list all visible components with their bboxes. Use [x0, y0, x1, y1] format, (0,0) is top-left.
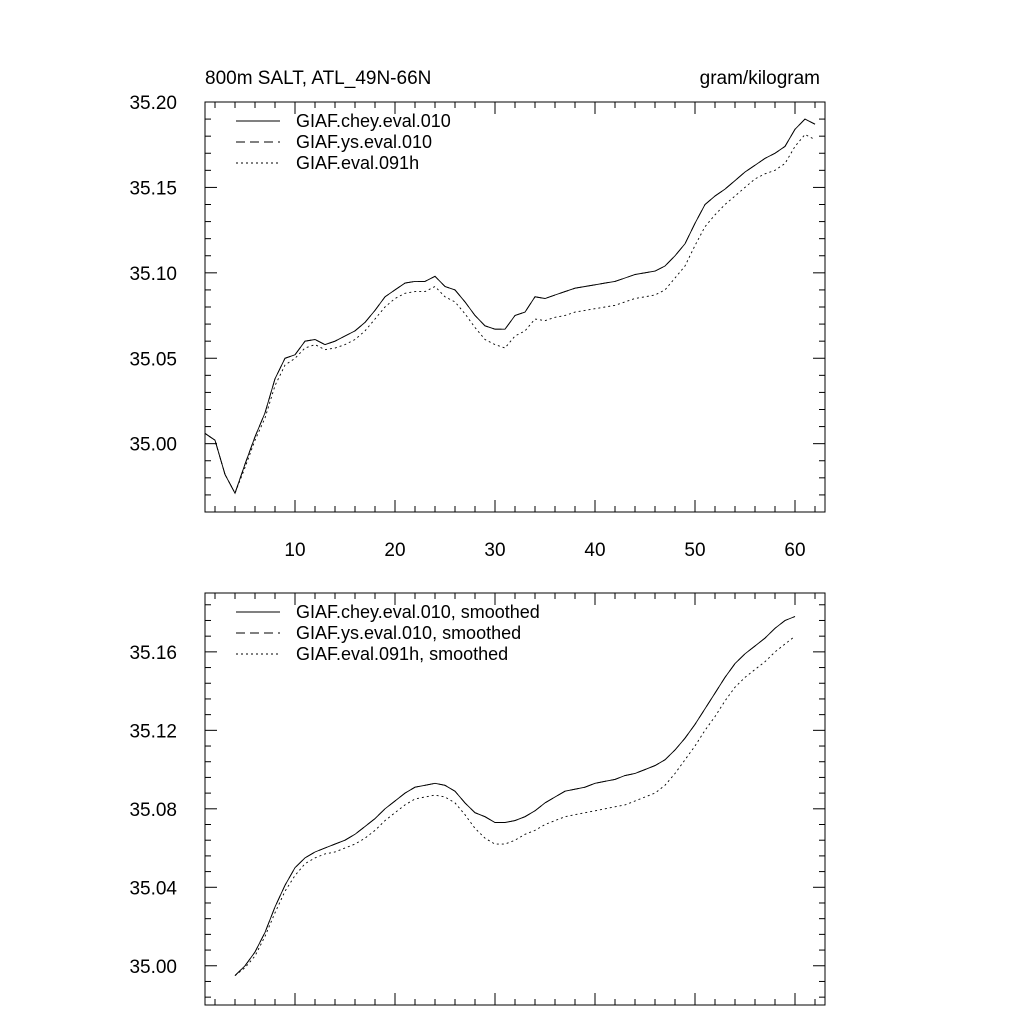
upper-chart [129, 68, 825, 561]
lower-series-line-2 [235, 636, 795, 975]
upper-x-tick-label: 20 [384, 540, 406, 561]
upper-chart-title: 800m SALT, ATL_49N-66N [205, 68, 432, 89]
upper-x-tick-label: 50 [684, 540, 706, 561]
lower-series-lines [235, 617, 795, 976]
upper-legend-label-0: GIAF.chey.eval.010 [296, 111, 451, 131]
upper-y-tick-label: 35.05 [129, 349, 177, 371]
upper-x-tick-label: 40 [584, 540, 606, 561]
lower-y-tick-label: 35.16 [129, 642, 177, 664]
upper-series-line-2 [205, 135, 815, 494]
lower-y-tick-label: 35.00 [129, 956, 177, 978]
lower-y-tick-label: 35.12 [129, 721, 177, 743]
upper-x-tick-label: 10 [284, 540, 306, 561]
lower-y-tick-label: 35.08 [129, 799, 177, 821]
upper-legend-label-2: GIAF.eval.091h [296, 153, 420, 173]
upper-chart-units: gram/kilogram [699, 68, 820, 89]
upper-y-tick-label: 35.20 [129, 93, 177, 114]
upper-x-tick-label: 30 [484, 540, 506, 561]
lower-series-line-1 [235, 617, 795, 976]
upper-y-tick-label: 35.00 [129, 434, 177, 456]
lower-legend-label-1: GIAF.ys.eval.010, smoothed [296, 623, 522, 643]
lower-legend [236, 602, 540, 664]
upper-y-tick-label: 35.15 [129, 178, 177, 200]
lower-chart [129, 593, 825, 1005]
upper-series-lines [205, 119, 815, 493]
upper-y-tick-label: 35.10 [129, 263, 177, 285]
upper-legend [236, 111, 451, 173]
upper-series-line-0 [205, 119, 815, 493]
lower-series-line-0 [235, 617, 795, 976]
lower-legend-label-0: GIAF.chey.eval.010, smoothed [296, 602, 540, 622]
upper-series-line-1 [205, 119, 815, 493]
lower-legend-label-2: GIAF.eval.091h, smoothed [296, 644, 509, 664]
lower-y-tick-label: 35.04 [129, 878, 177, 900]
upper-legend-label-1: GIAF.ys.eval.010 [296, 132, 433, 152]
upper-x-tick-label: 60 [784, 540, 806, 561]
